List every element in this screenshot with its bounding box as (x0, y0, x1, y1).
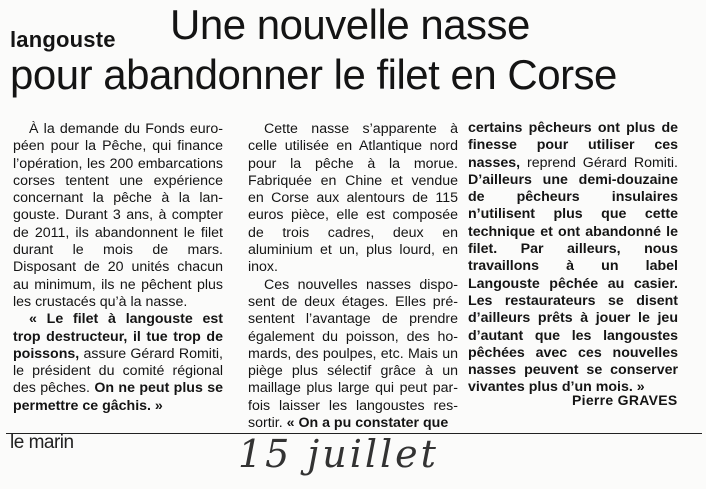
col1-paragraph-2 (13, 311, 223, 415)
col3-quote-1: certains pêcheurs ont plus de finesse pour utiliser ces nasses, (468, 120, 678, 171)
col2-paragraph-1: Cette nasse s’apparente à celle utilisée en Atlantique nord pour la pêche à la morue. Fabriquée en Chine et vendue en Corse aux alentours de 115 euros pièce, elle est composée de trois cadres, deux en aluminium et un, plus lourd, en inox. (248, 121, 458, 276)
col2-quote: « On a pu constater que (282, 415, 449, 432)
column-3 (468, 120, 678, 397)
headline-line-2: pour abandonner le filet en Corse (10, 51, 617, 98)
headline (10, 0, 700, 100)
column-2 (248, 121, 458, 432)
col1-paragraph-1: À la demande du Fonds européen pour la Pêche, qui finance l’opération, les 200 embarcations corses tentent une expérience concernant la pêche à la langouste. Durant 3 ans, à compter de 2011, ils abandonnent le filet durant le mois de mars. Disposant de 20 unités chacun au minimum, ils ne pêchent plus les crustacés qu’à la nasse. (13, 121, 223, 310)
col3-attribution: reprend Gérard Romiti. (520, 154, 678, 171)
col1-quote-2: On ne peut plus se permettre ce gâchis. » (13, 380, 223, 414)
col3-paragraph-1 (468, 120, 678, 397)
col2-text: Ces nouvelles nasses disposent de deux étages. Elles présentent l’avantage de prendre également du poisson, des homards, des poulpes, etc. Mais un piège plus sélectif grâce à un maillage plus large qui peut parfois laisser les langoustes ressortir. (248, 276, 458, 432)
headline-line-1: Une nouvelle nasse (170, 1, 530, 48)
col1-quote-1: « Le filet à langouste est trop destructeur, il tue trop de poissons, (13, 311, 223, 362)
source-logo: le marin (10, 432, 74, 453)
column-1 (13, 121, 223, 415)
author-signature: Pierre GRAVES (572, 392, 678, 408)
col2-paragraph-2 (248, 277, 458, 433)
kicker-label: langouste (10, 27, 116, 52)
col1-attribution: assure Gérard Romiti, le président du comité régional des pêches. (13, 345, 223, 397)
col3-quote-2: D’ailleurs une demi-douzaine de pêcheurs insulaires n’utilisent plus que cette technique et ont abandonné le filet. Par ailleurs, nous travaillons à un label Langouste pêchée au casier. Les restaurateurs se disent d’ailleurs prêts à jouer le jeu d’autant que les langoustes pêchées avec ces nouvelles nasses peuvent se conserver vivantes plus d’un mois. » (468, 171, 678, 396)
handwritten-date: 15 juillet (238, 432, 439, 476)
